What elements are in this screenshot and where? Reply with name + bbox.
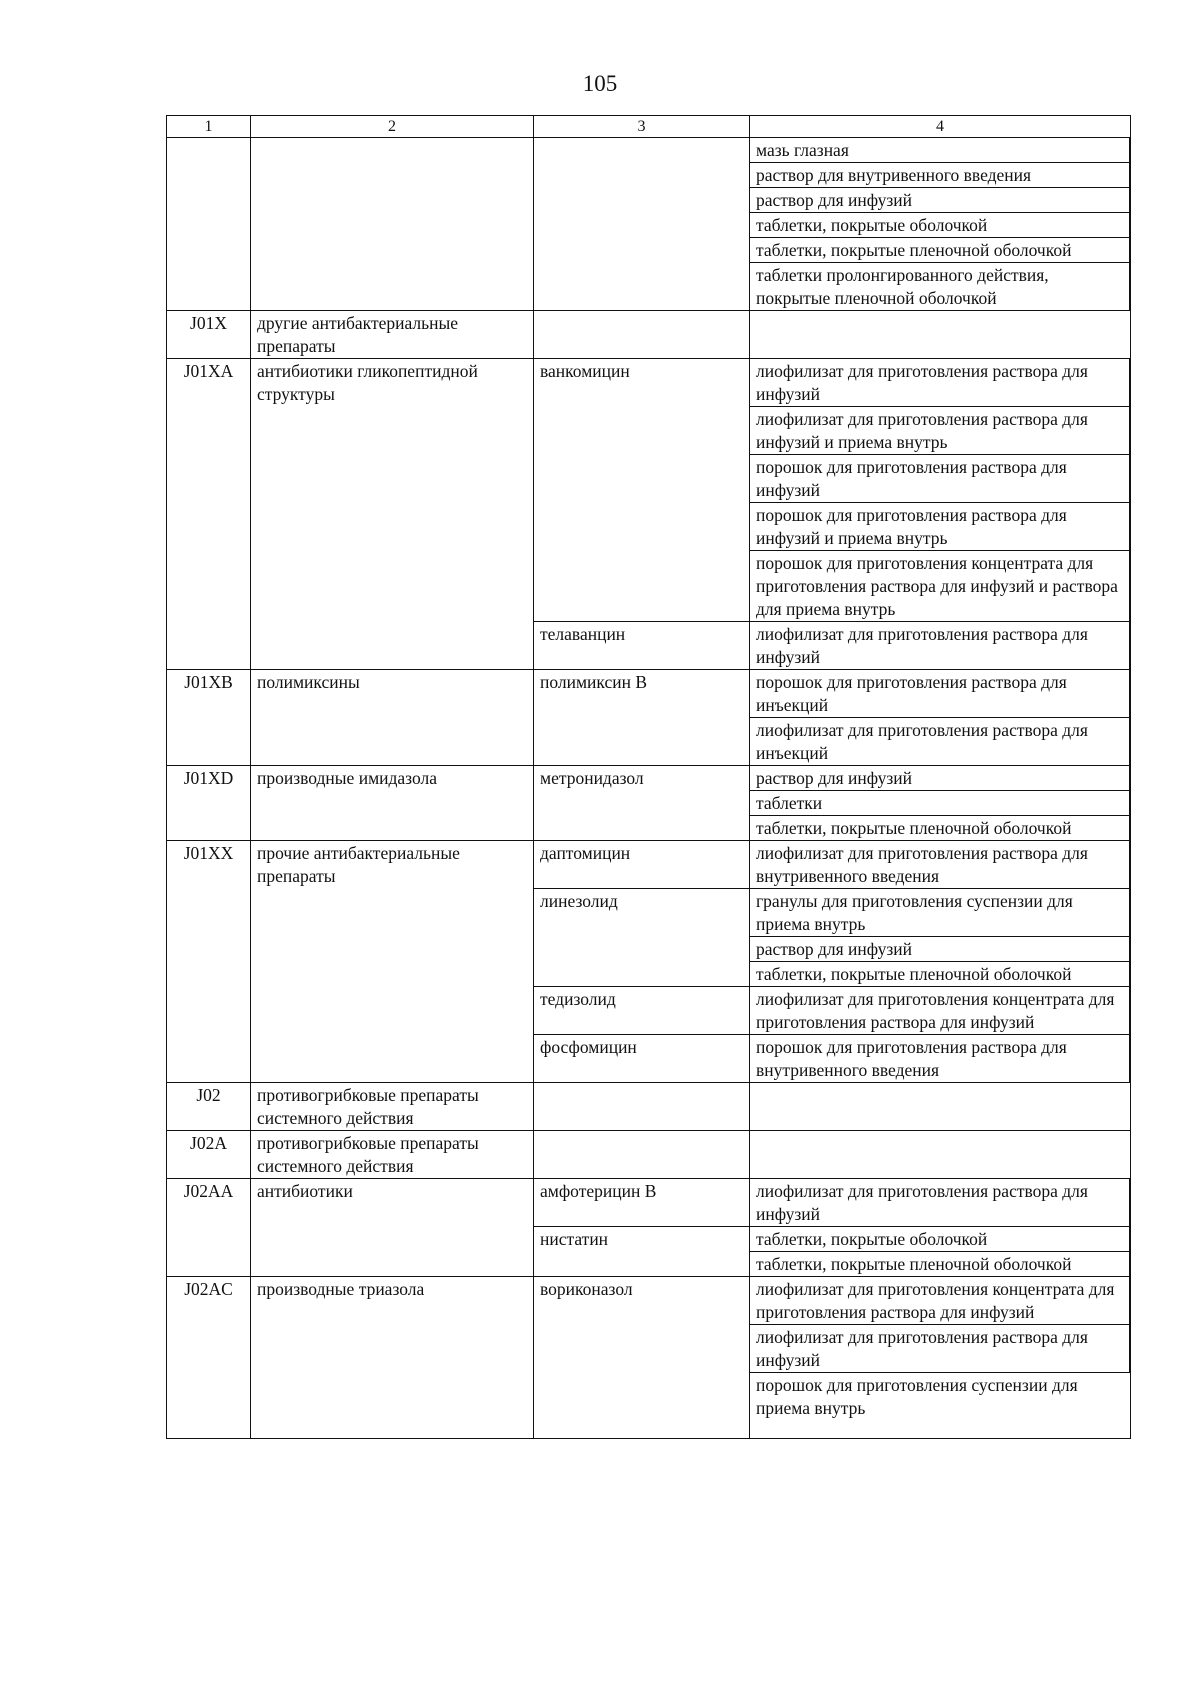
group-name: противогрибковые препараты системного действия — [251, 1131, 534, 1179]
drug-name: даптомицин — [534, 841, 750, 888]
drug-name: ванкомицин — [534, 359, 750, 621]
table-row — [167, 1131, 1131, 1179]
drug-cell — [534, 1179, 1131, 1277]
atc-code: J01XA — [167, 359, 251, 670]
header-col-2: 2 — [251, 116, 534, 138]
dosage-form: таблетки, покрытые оболочкой — [750, 212, 1131, 237]
drug-block — [534, 1179, 1130, 1226]
form-list — [750, 622, 1131, 669]
dosage-form: порошок для приготовления концентрата для приготовления раствора для инфузий и раствора для приема внутрь — [750, 550, 1131, 621]
dosage-form: таблетки, покрытые пленочной оболочкой — [750, 961, 1131, 986]
group-name: другие антибактериальные препараты — [251, 311, 534, 359]
group-name: производные имидазола — [251, 766, 534, 841]
dosage-form: таблетки, покрытые пленочной оболочкой — [750, 237, 1131, 262]
dosage-form: лиофилизат для приготовления раствора для внутривенного введения — [750, 841, 1131, 888]
drug-block — [534, 1277, 1130, 1438]
header-col-4: 4 — [750, 116, 1131, 138]
group-name: прочие антибактериальные препараты — [251, 841, 534, 1083]
dosage-form: лиофилизат для приготовления раствора для инфузий — [750, 622, 1131, 669]
header-row — [167, 116, 1131, 138]
drug-name — [534, 138, 750, 310]
drug-cell-empty — [534, 1083, 750, 1131]
group-name: полимиксины — [251, 670, 534, 766]
dosage-form: лиофилизат для приготовления концентрата для приготовления раствора для инфузий — [750, 987, 1131, 1034]
drug-name: вориконазол — [534, 1277, 750, 1438]
table-row — [167, 766, 1131, 841]
drug-list — [534, 766, 1130, 840]
dosage-form: порошок для приготовления раствора для инъекций — [750, 670, 1131, 717]
drug-cell — [534, 841, 1131, 1083]
dosage-form: лиофилизат для приготовления раствора для инфузий — [750, 1324, 1131, 1372]
table-row — [167, 1277, 1131, 1439]
dosage-form: раствор для инфузий — [750, 936, 1131, 961]
drug-block — [534, 766, 1130, 840]
form-list — [750, 1227, 1131, 1276]
header-col-1: 1 — [167, 116, 251, 138]
drug-name: амфотерицин В — [534, 1179, 750, 1226]
drug-block — [534, 359, 1130, 621]
dosage-form: таблетки, покрытые пленочной оболочкой — [750, 1251, 1131, 1276]
drug-name: метронидазол — [534, 766, 750, 840]
form-list — [750, 889, 1131, 986]
drug-cell-empty — [534, 1131, 750, 1179]
group-cell — [251, 138, 534, 311]
drug-block — [534, 888, 1130, 986]
form-cell-empty — [750, 1083, 1131, 1131]
table-row — [167, 1179, 1131, 1277]
atc-code: J01X — [167, 311, 251, 359]
dosage-form: лиофилизат для приготовления раствора для инфузий — [750, 1179, 1131, 1226]
drug-name: линезолид — [534, 889, 750, 986]
dosage-form: лиофилизат для приготовления раствора для инфузий — [750, 359, 1131, 406]
drug-name: нистатин — [534, 1227, 750, 1276]
page-number: 105 — [582, 71, 618, 96]
drug-block — [534, 621, 1130, 669]
drug-block — [534, 841, 1130, 888]
drug-list — [534, 670, 1130, 765]
dosage-form: раствор для инфузий — [750, 766, 1131, 790]
group-name: антибиотики гликопептидной структуры — [251, 359, 534, 670]
drug-list — [534, 359, 1130, 669]
dosage-form: порошок для приготовления суспензии для приема внутрь — [750, 1372, 1131, 1438]
dosage-form: лиофилизат для приготовления концентрата для приготовления раствора для инфузий — [750, 1277, 1131, 1324]
dosage-form: таблетки, покрытые оболочкой — [750, 1227, 1131, 1251]
atc-code: J02AA — [167, 1179, 251, 1277]
dosage-form: лиофилизат для приготовления раствора для инфузий и приема внутрь — [750, 406, 1131, 454]
form-list — [750, 841, 1131, 888]
drug-cell — [534, 670, 1131, 766]
drug-block — [534, 1034, 1130, 1082]
form-cell-empty — [750, 1131, 1131, 1179]
dosage-form: порошок для приготовления раствора для инфузий — [750, 454, 1131, 502]
drug-block — [534, 138, 1130, 310]
dosage-form: раствор для инфузий — [750, 187, 1131, 212]
form-list — [750, 138, 1131, 310]
drug-block — [534, 986, 1130, 1034]
table-row — [167, 670, 1131, 766]
drug-list — [534, 841, 1130, 1082]
table-row — [167, 359, 1131, 670]
drug-cell-empty — [534, 311, 750, 359]
atc-code: J01XB — [167, 670, 251, 766]
dosage-form: таблетки, покрытые пленочной оболочкой — [750, 815, 1131, 840]
form-list — [750, 670, 1131, 765]
form-list — [750, 766, 1131, 840]
atc-code: J02AC — [167, 1277, 251, 1439]
group-name: антибиотики — [251, 1179, 534, 1277]
form-list — [750, 359, 1131, 621]
drug-table — [166, 115, 1131, 1439]
group-name: противогрибковые препараты системного действия — [251, 1083, 534, 1131]
code-cell — [167, 138, 251, 311]
atc-code: J02 — [167, 1083, 251, 1131]
form-list — [750, 1277, 1131, 1438]
drug-name: телаванцин — [534, 622, 750, 669]
drug-name: тедизолид — [534, 987, 750, 1034]
table-row — [167, 1083, 1131, 1131]
dosage-form: порошок для приготовления раствора для инфузий и приема внутрь — [750, 502, 1131, 550]
form-list — [750, 987, 1131, 1034]
drug-cell — [534, 359, 1131, 670]
dosage-form: таблетки — [750, 790, 1131, 815]
atc-code: J01XD — [167, 766, 251, 841]
continuation-row — [167, 138, 1131, 311]
header-col-3: 3 — [534, 116, 750, 138]
drug-cell — [534, 1277, 1131, 1439]
group-name: производные триазола — [251, 1277, 534, 1439]
atc-code: J02A — [167, 1131, 251, 1179]
drug-cell — [534, 766, 1131, 841]
dosage-form: таблетки пролонгированного действия, покрытые пленочной оболочкой — [750, 262, 1131, 310]
drug-name: фосфомицин — [534, 1035, 750, 1082]
form-cell-empty — [750, 311, 1131, 359]
form-list — [750, 1179, 1131, 1226]
table-row — [167, 841, 1131, 1083]
dosage-form: лиофилизат для приготовления раствора для инъекций — [750, 717, 1131, 765]
atc-code: J01XX — [167, 841, 251, 1083]
dosage-form: мазь глазная — [750, 138, 1131, 162]
form-list — [750, 1035, 1131, 1082]
dosage-form: порошок для приготовления раствора для внутривенного введения — [750, 1035, 1131, 1082]
drug-name: полимиксин В — [534, 670, 750, 765]
drug-list — [534, 1179, 1130, 1276]
dosage-form: раствор для внутривенного введения — [750, 162, 1131, 187]
table-row — [167, 311, 1131, 359]
drug-block — [534, 670, 1130, 765]
drug-list — [534, 1277, 1130, 1438]
drug-block — [534, 1226, 1130, 1276]
dosage-form: гранулы для приготовления суспензии для приема внутрь — [750, 889, 1131, 936]
